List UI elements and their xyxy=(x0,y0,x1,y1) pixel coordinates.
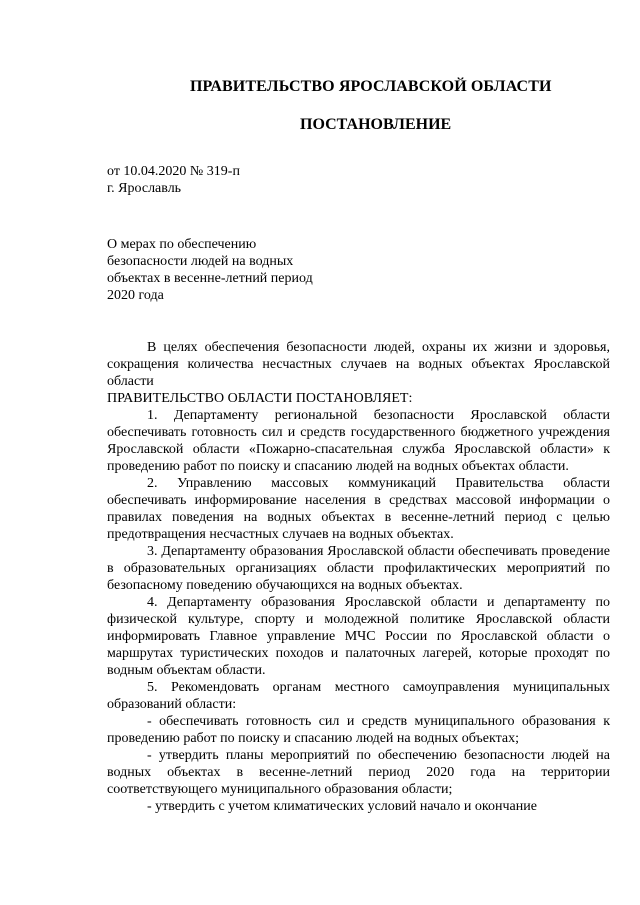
paragraph-1: 1. Департаменту региональной безопасности Ярославской области обеспечивать готовность сил и средств государственного бюджетного учреждения Ярославской области «Пожарно-спасательная служба Ярославской области» к проведению работ по поиску и спасанию людей на водных объектах области. xyxy=(107,408,610,474)
document-type-title: ПОСТАНОВЛЕНИЕ xyxy=(300,116,452,133)
date-number: от 10.04.2020 № 319-п xyxy=(107,164,240,179)
paragraph-5-item: - утвердить планы мероприятий по обеспечению безопасности людей на водных объектах в весенне-летний период 2020 года на территории соответствующего муниципального образования области; xyxy=(107,748,610,797)
paragraph-5: 5. Рекомендовать органам местного самоуправления муниципальных образований области: xyxy=(107,680,610,712)
document-subject xyxy=(107,236,347,304)
paragraph-5-item: - обеспечивать готовность сил и средств муниципального образования к проведению работ по поиску и спасанию людей на водных объектах; xyxy=(107,714,610,746)
paragraph-3: 3. Департаменту образования Ярославской области обеспечивать проведение в образовательных организациях области профилактических мероприятий по безопасному поведению обучающихся на водных объектах. xyxy=(107,544,610,593)
organization-title: ПРАВИТЕЛЬСТВО ЯРОСЛАВСКОЙ ОБЛАСТИ xyxy=(190,78,552,95)
paragraph-2: 2. Управлению массовых коммуникаций Правительства области обеспечивать информирование населения в средствах массовой информации о правилах поведения на водных объектах в весенне-летний период с целью предотвращения несчастных случаев на водных объектах. xyxy=(107,476,610,542)
resolves-line: ПРАВИТЕЛЬСТВО ОБЛАСТИ ПОСТАНОВЛЯЕТ: xyxy=(107,391,413,406)
subject-line: О мерах по обеспечению xyxy=(107,237,257,252)
document-body xyxy=(107,339,610,815)
subject-line: 2020 года xyxy=(107,288,164,303)
city: г. Ярославль xyxy=(107,181,182,196)
subject-line: безопасности людей на водных xyxy=(107,254,294,269)
paragraph-4: 4. Департаменту образования Ярославской области и департаменту по физической культуре, спорту и молодежной политике Ярославской области информировать Главное управление МЧС России по Ярославской области о маршрутах туристических походов и палаточных лагерей, которые проходят по водным объектам области. xyxy=(107,595,610,678)
subject-line: объектах в весенне-летний период xyxy=(107,271,313,286)
paragraph-5-item: - утвердить с учетом климатических условий начало и окончание xyxy=(147,799,537,814)
preamble-paragraph: В целях обеспечения безопасности людей, охраны их жизни и здоровья, сокращения количества несчастных случаев на водных объектах Ярославской области xyxy=(107,340,610,389)
